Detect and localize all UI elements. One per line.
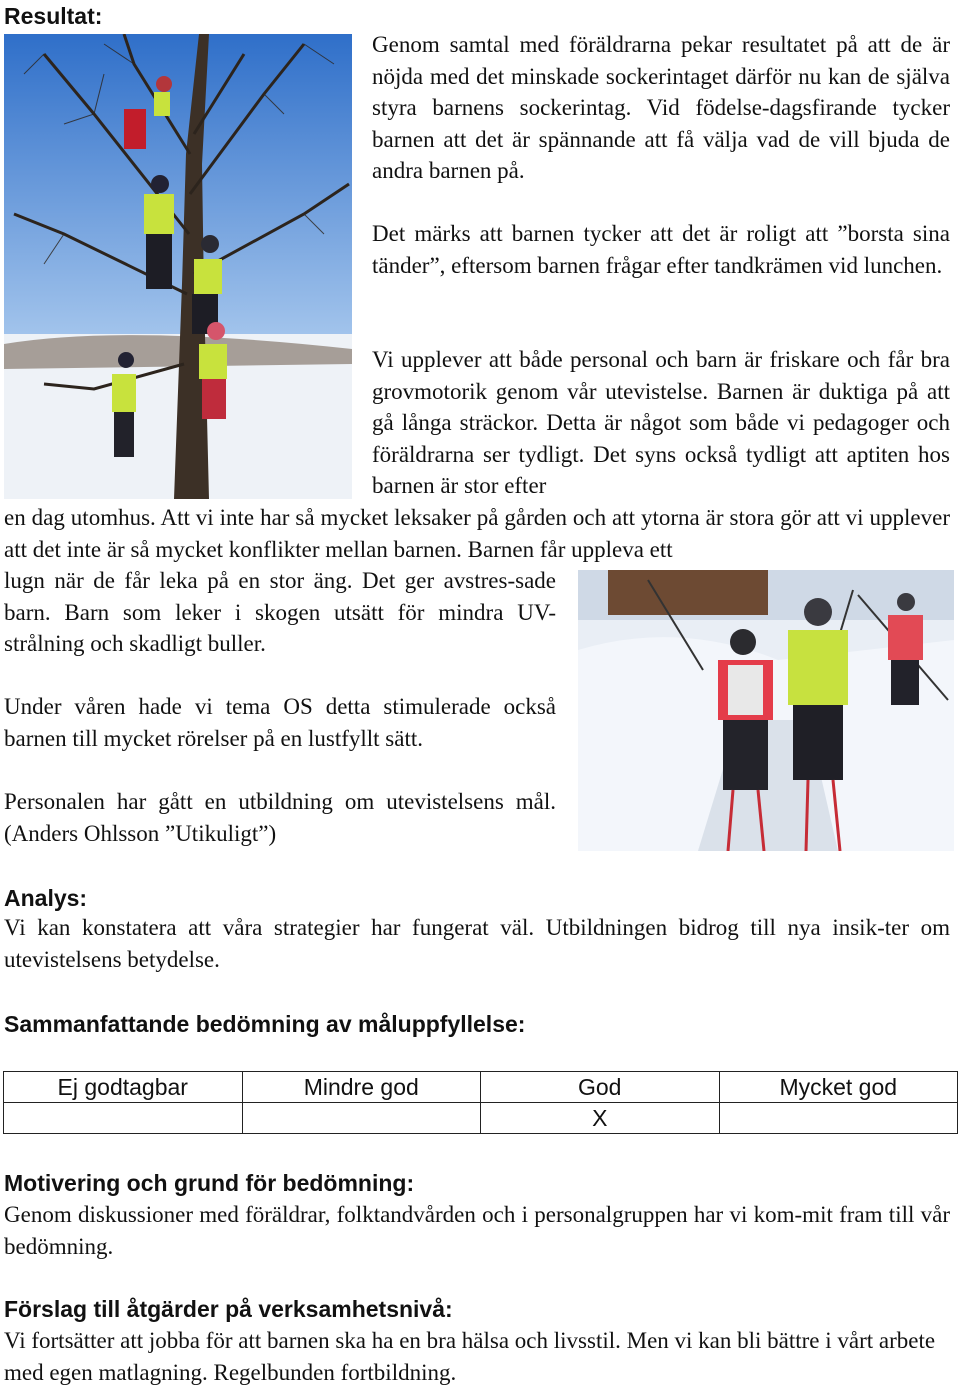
rating-mark-row — [4, 1103, 958, 1134]
rating-table — [3, 1071, 958, 1134]
rating-column-ej-godtagbar: Ej godtagbar — [4, 1072, 243, 1103]
proposals-text: Vi fortsätter att jobba för att barnen ska ha en bra hälsa och livsstil. Men vi kan bli bättre i vårt arbete med egen matlagning. Regelbunden fortbildning. — [4, 1328, 936, 1385]
analysis-text: Vi kan konstatera att våra strategier har fungerat väl. Utbildningen bidrog till nya insik-ter om utevistelsens betydelse. — [4, 915, 950, 972]
results-heading: Resultat: — [4, 3, 103, 29]
photo-children-in-tree — [4, 34, 352, 499]
results-paragraph-3-end: lugn när de får leka på en stor äng. Det ger avstres-sade barn. Barn som leker i skogen utsätt för mindra UV-strålning och skadligt buller. — [4, 568, 556, 656]
results-paragraph-3: Vi upplever att både personal och barn är friskare och får bra grovmotorik genom vår utevistelse. Barnen är duktiga på att gå långa sträckor. Detta är något som både vi pedagoger och föräldrarna ser tydligt. Det syns också tydligt att aptiten hos barnen är stor efter — [372, 347, 950, 498]
rating-mark-mycket-god — [719, 1103, 958, 1134]
rating-column-god: God — [481, 1072, 720, 1103]
results-paragraph-3-continued: en dag utomhus. Att vi inte har så mycket leksaker på gården och att ytorna är stora gör att vi upplever att det inte är så mycket konflikter mellan barnen. Barnen får uppleva ett — [4, 505, 950, 562]
results-paragraph-5: Personalen har gått en utbildning om utevistelsens mål. (Anders Ohlsson ”Utikuligt”) — [4, 789, 556, 846]
rating-header-row — [4, 1072, 958, 1103]
photo-children-skiing — [578, 570, 954, 851]
rating-mark-mindre-god — [242, 1103, 481, 1134]
rating-column-mindre-god: Mindre god — [242, 1072, 481, 1103]
proposals-heading: Förslag till åtgärder på verksamhetsnivå: — [4, 1296, 453, 1322]
results-paragraph-1: Genom samtal med föräldrarna pekar resultatet på att de är nöjda med det minskade sockerintaget därför nu kan de själva styra barnens sockerintag. Vid födelse-dagsfirande tycker barnen att det är spännande att få välja vad de vill bjuda de andra barnen på. — [372, 32, 950, 183]
rating-mark-god: X — [481, 1103, 720, 1134]
analysis-heading: Analys: — [4, 885, 88, 911]
summary-heading: Sammanfattande bedömning av måluppfyllelse: — [4, 1011, 526, 1037]
motivation-text: Genom diskussioner med föräldrar, folktandvården och i personalgruppen har vi kom-mit fram till vår bedömning. — [4, 1202, 950, 1259]
rating-mark-ej-godtagbar — [4, 1103, 243, 1134]
rating-column-mycket-god: Mycket god — [719, 1072, 958, 1103]
motivation-heading: Motivering och grund för bedömning: — [4, 1170, 415, 1196]
results-paragraph-2: Det märks att barnen tycker att det är roligt att ”borsta sina tänder”, eftersom barnen frågar efter tandkrämen vid lunchen. — [372, 221, 950, 278]
results-paragraph-4: Under våren hade vi tema OS detta stimulerade också barnen till mycket rörelser på en lustfyllt sätt. — [4, 694, 556, 751]
